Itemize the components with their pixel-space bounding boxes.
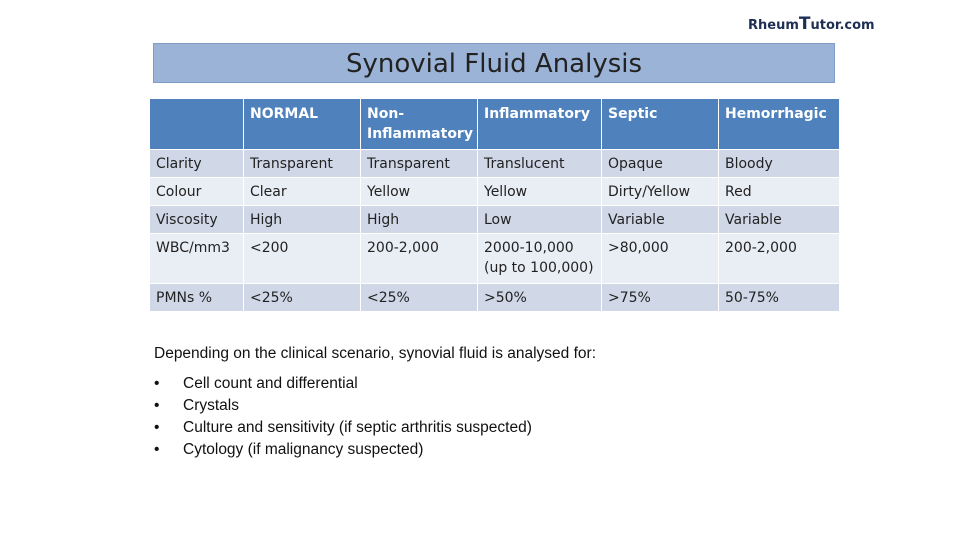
table-header-row bbox=[150, 99, 840, 150]
table-row bbox=[150, 150, 840, 178]
row-label: Clarity bbox=[150, 150, 244, 178]
table-cell: 2000-10,000 (up to 100,000) bbox=[478, 234, 602, 284]
table-cell: High bbox=[244, 206, 361, 234]
bullet-icon: • bbox=[154, 375, 160, 392]
list-item-text: Culture and sensitivity (if septic arthritis suspected) bbox=[183, 419, 532, 436]
table-row bbox=[150, 234, 840, 284]
table-cell: >75% bbox=[602, 284, 719, 312]
header-inflammatory: Inflammatory bbox=[478, 99, 602, 150]
table-cell: High bbox=[361, 206, 478, 234]
list-item bbox=[154, 373, 532, 395]
header-hemorrhagic: Hemorrhagic bbox=[719, 99, 840, 150]
table-row bbox=[150, 206, 840, 234]
table-cell: Yellow bbox=[478, 178, 602, 206]
table-cell: 200-2,000 bbox=[361, 234, 478, 284]
table-cell: >80,000 bbox=[602, 234, 719, 284]
table-cell: <25% bbox=[244, 284, 361, 312]
table-cell: Low bbox=[478, 206, 602, 234]
table-cell: Bloody bbox=[719, 150, 840, 178]
table-cell: Transparent bbox=[361, 150, 478, 178]
logo-big-letter: T bbox=[798, 14, 811, 34]
table-cell: 200-2,000 bbox=[719, 234, 840, 284]
row-label: Viscosity bbox=[150, 206, 244, 234]
list-item bbox=[154, 417, 532, 439]
table-cell: Opaque bbox=[602, 150, 719, 178]
list-item bbox=[154, 439, 532, 461]
analysis-list bbox=[154, 373, 532, 461]
list-item-text: Cell count and differential bbox=[183, 375, 358, 392]
header-blank bbox=[150, 99, 244, 150]
row-label: Colour bbox=[150, 178, 244, 206]
logo-suffix: utor.com bbox=[810, 18, 875, 33]
table-cell: Translucent bbox=[478, 150, 602, 178]
list-item-text: Crystals bbox=[183, 397, 239, 414]
table-cell: >50% bbox=[478, 284, 602, 312]
table-cell: <200 bbox=[244, 234, 361, 284]
bullet-icon: • bbox=[154, 397, 160, 414]
table-cell: Variable bbox=[719, 206, 840, 234]
row-label: WBC/mm3 bbox=[150, 234, 244, 284]
list-item bbox=[154, 395, 532, 417]
list-item-text: Cytology (if malignancy suspected) bbox=[183, 441, 424, 458]
bullet-icon: • bbox=[154, 441, 160, 458]
synovial-fluid-table bbox=[149, 98, 840, 312]
slide-title: Synovial Fluid Analysis bbox=[153, 43, 835, 83]
header-non-inflammatory: Non-Inflammatory bbox=[361, 99, 478, 150]
table-cell: 50-75% bbox=[719, 284, 840, 312]
table-cell: Transparent bbox=[244, 150, 361, 178]
bullet-icon: • bbox=[154, 419, 160, 436]
row-label: PMNs % bbox=[150, 284, 244, 312]
table-cell: Variable bbox=[602, 206, 719, 234]
table-cell: Dirty/Yellow bbox=[602, 178, 719, 206]
table-cell: Red bbox=[719, 178, 840, 206]
header-septic: Septic bbox=[602, 99, 719, 150]
table-row bbox=[150, 284, 840, 312]
table-cell: <25% bbox=[361, 284, 478, 312]
intro-text: Depending on the clinical scenario, synovial fluid is analysed for: bbox=[154, 345, 596, 362]
table-row bbox=[150, 178, 840, 206]
rheumtutor-logo bbox=[748, 8, 875, 40]
logo-prefix: Rheum bbox=[748, 18, 799, 33]
header-normal: NORMAL bbox=[244, 99, 361, 150]
table-cell: Clear bbox=[244, 178, 361, 206]
table-cell: Yellow bbox=[361, 178, 478, 206]
